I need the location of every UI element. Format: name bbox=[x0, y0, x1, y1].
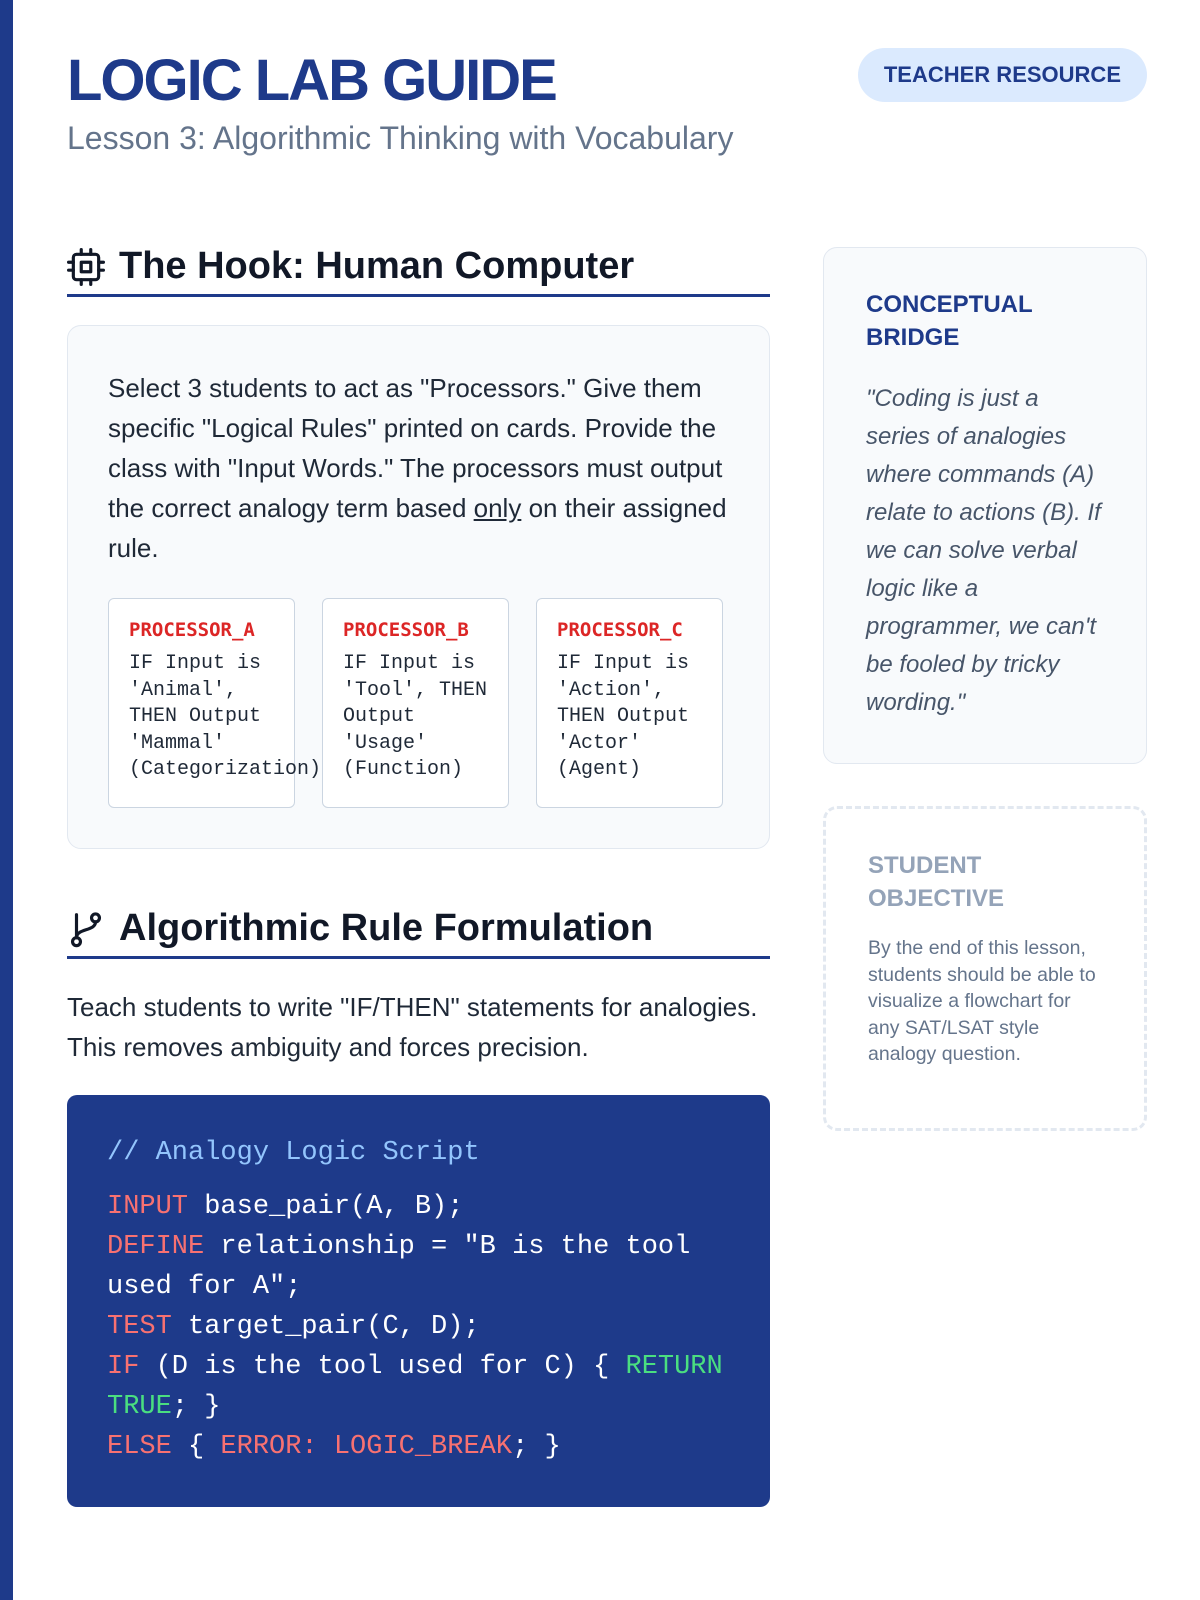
teacher-resource-badge: TEACHER RESOURCE bbox=[858, 48, 1147, 102]
processor-card-b bbox=[322, 598, 509, 808]
left-accent-bar bbox=[0, 0, 13, 1600]
student-objective-title: STUDENT OBJECTIVE bbox=[868, 852, 1005, 912]
code-comment: // Analogy Logic Script bbox=[107, 1138, 480, 1168]
hook-section-header bbox=[67, 245, 770, 297]
hook-section-title: The Hook: Human Computer bbox=[119, 245, 635, 287]
code-keyword: INPUT bbox=[107, 1192, 189, 1222]
processor-card-a bbox=[108, 598, 322, 808]
code-keyword: IF bbox=[107, 1352, 140, 1382]
hook-description bbox=[108, 368, 729, 568]
code-keyword: DEFINE bbox=[107, 1232, 205, 1262]
algorithm-section-title: Algorithmic Rule Formulation bbox=[119, 907, 654, 949]
lesson-subtitle: Lesson 3: Algorithmic Thinking with Vocabulary bbox=[67, 120, 734, 156]
code-line bbox=[107, 1187, 730, 1227]
processor-name: PROCESSOR_A bbox=[129, 619, 255, 641]
code-block bbox=[67, 1095, 770, 1507]
hook-card bbox=[67, 325, 770, 849]
code-text: ; } bbox=[171, 1392, 221, 1422]
code-keyword: ELSE bbox=[107, 1432, 172, 1462]
student-objective-card bbox=[823, 806, 1147, 1131]
cpu-chip-icon bbox=[67, 248, 105, 286]
conceptual-bridge-title: CONCEPTUAL BRIDGE bbox=[866, 291, 1033, 351]
code-error: ERROR: LOGIC_BREAK bbox=[220, 1432, 513, 1462]
algorithm-description: Teach students to write "IF/THEN" statements for analogies. This removes ambiguity and forces precision. bbox=[67, 992, 758, 1062]
processor-rule: IF Input is 'Animal', THEN Output 'Mammal' (Categorization) bbox=[129, 652, 322, 781]
code-line bbox=[107, 1347, 730, 1427]
student-objective-text: By the end of this lesson, students should be able to visualize a flowchart for any SAT/LSAT style analogy question. bbox=[868, 937, 1096, 1065]
code-text: { bbox=[171, 1432, 221, 1462]
code-text: target_pair(C, D); bbox=[171, 1312, 480, 1342]
hook-text-part-2: on their assigned rule. bbox=[108, 493, 727, 563]
hook-section bbox=[67, 245, 770, 849]
processor-name: PROCESSOR_B bbox=[343, 619, 469, 641]
processor-card-c bbox=[536, 598, 723, 808]
algorithm-section-header bbox=[67, 907, 770, 959]
code-text: relationship = "B is the tool used for A"; bbox=[107, 1232, 691, 1302]
algorithm-section bbox=[67, 907, 770, 1507]
processor-rule: IF Input is 'Action', THEN Output 'Actor' (Agent) bbox=[557, 652, 690, 781]
git-branch-icon bbox=[67, 910, 105, 948]
code-line bbox=[107, 1427, 730, 1467]
code-text: (D is the tool used for C) { bbox=[139, 1352, 626, 1382]
processor-name: PROCESSOR_C bbox=[557, 619, 683, 641]
processor-rule: IF Input is 'Tool', THEN Output 'Usage' (Function) bbox=[343, 652, 488, 781]
sidebar bbox=[823, 247, 1147, 1131]
code-return: RETURN TRUE bbox=[107, 1352, 723, 1422]
processor-cards bbox=[108, 598, 729, 808]
main-content bbox=[67, 245, 770, 1507]
code-line bbox=[107, 1307, 730, 1347]
code-text: base_pair(A, B); bbox=[188, 1192, 464, 1222]
code-keyword: TEST bbox=[107, 1312, 172, 1342]
hook-text-part-1: Select 3 students to act as "Processors." Give them specific "Logical Rules" printed on cards. Provide the class with "Input Words." The processors must output the correct analogy term based bbox=[108, 373, 723, 523]
hook-text-emphasis: only bbox=[473, 493, 522, 523]
code-text: ; } bbox=[512, 1432, 561, 1462]
conceptual-bridge-card bbox=[823, 247, 1147, 764]
page-header bbox=[67, 48, 1147, 157]
page-title: LOGIC LAB GUIDE bbox=[67, 48, 556, 113]
code-line bbox=[107, 1227, 730, 1307]
conceptual-bridge-quote: "Coding is just a series of analogies where commands (A) relate to actions (B). If we can solve verbal logic like a programmer, we can't be fooled by tricky wording." bbox=[866, 385, 1101, 716]
